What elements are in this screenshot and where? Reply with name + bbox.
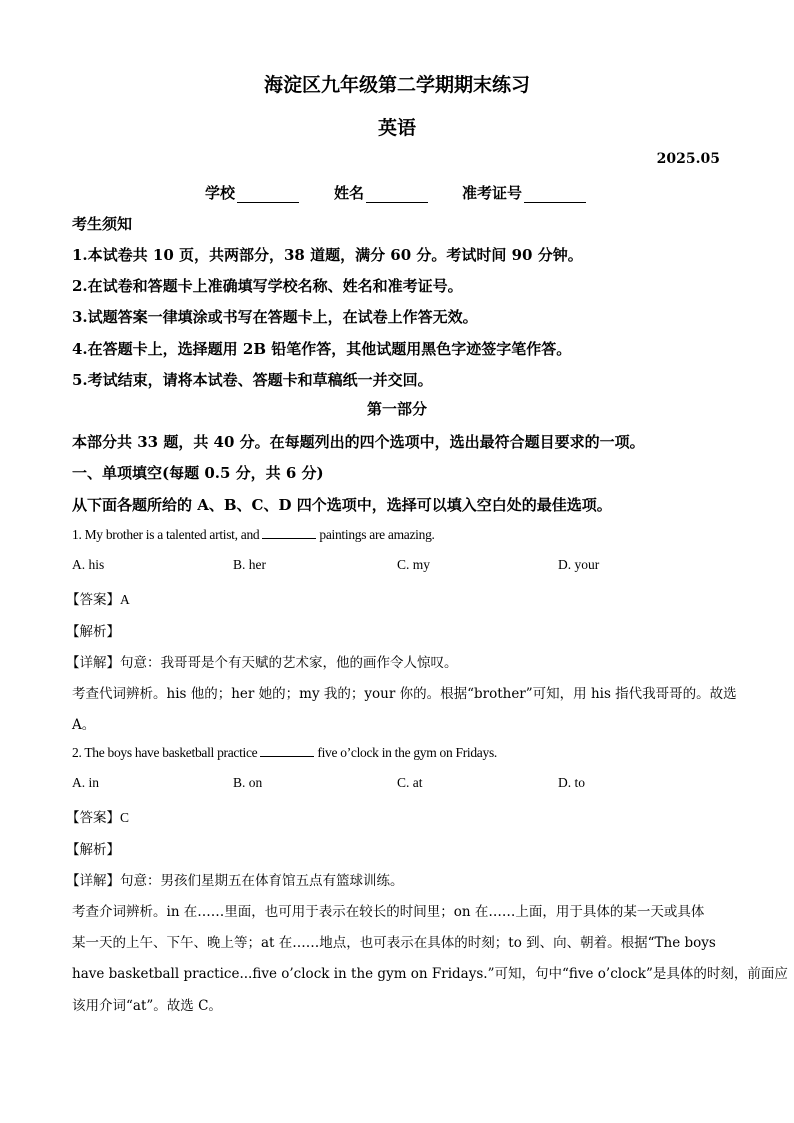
explanation-line: 某一天的上午、下午、晚上等；at 在……地点，也可表示在具体的时刻；to 到、向、朝着。根据“The boys xyxy=(72,935,716,951)
answer-line xyxy=(66,806,129,826)
note-item: 5.考试结束，请将本试卷、答题卡和草稿纸一并交回。 xyxy=(72,371,433,389)
stem-after: five o’clock in the gym on Fridays. xyxy=(317,745,497,760)
answer-value: A xyxy=(120,592,130,607)
exam-subject: 英语 xyxy=(377,117,416,139)
question-stem xyxy=(72,526,435,543)
detail-line xyxy=(66,869,404,889)
option-a: A. in xyxy=(72,775,99,790)
explanation-line: A。 xyxy=(72,717,96,733)
explanation-line: 考查代词辨析。his 他的；her 她的；my 我的；your 你的。根据“brother”可知，用 his 指代我哥哥的。故选 xyxy=(72,686,737,702)
note-item: 2.在试卷和答题卡上准确填写学校名称、姓名和准考证号。 xyxy=(72,277,463,295)
school-label: 学校 xyxy=(205,184,236,202)
part-title: 第一部分 xyxy=(366,400,427,418)
id-blank xyxy=(524,188,586,203)
question-stem xyxy=(72,744,497,761)
option-d: D. your xyxy=(558,557,600,572)
option-b: B. her xyxy=(233,557,266,572)
explanation-line: have basketball practice...five o’clock in the gym on Fridays.”可知，句中“five o’clock”是具体的时刻，前面应 xyxy=(72,966,788,982)
explanation-line: 该用介词“at”。故选 C。 xyxy=(72,998,222,1014)
exam-title: 海淀区九年级第二学期期末练习 xyxy=(263,74,530,96)
answer-line xyxy=(66,588,130,608)
answer-blank xyxy=(262,526,316,539)
note-item: 4.在答题卡上，选择题用 2B 铅笔作答，其他试题用黑色字迹签字笔作答。 xyxy=(72,340,572,358)
answer-blank xyxy=(260,744,314,757)
analysis-tag: 【解析】 xyxy=(66,624,120,640)
exam-date: 2025.05 xyxy=(656,151,720,167)
option-c: C. my xyxy=(397,557,431,572)
answer-tag: 【答案】 xyxy=(66,810,120,826)
section-title: 一、单项填空(每题 0.5 分，共 6 分) xyxy=(72,464,324,482)
stem-before: 1. My brother is a talented artist, and xyxy=(72,527,260,542)
note-item: 3.试题答案一律填涂或书写在答题卡上，在试卷上作答无效。 xyxy=(72,308,478,326)
stem-after: paintings are amazing. xyxy=(319,527,435,542)
note-item: 1.本试卷共 10 页，共两部分，38 道题，满分 60 分。考试时间 90 分钟。 xyxy=(72,246,583,264)
option-b: B. on xyxy=(233,775,263,790)
option-d: D. to xyxy=(558,775,585,790)
notes-heading: 考生须知 xyxy=(72,215,133,233)
part-intro: 本部分共 33 题，共 40 分。在每题列出的四个选项中，选出最符合题目要求的一项。 xyxy=(72,433,645,451)
school-blank xyxy=(237,188,299,203)
name-label: 姓名 xyxy=(334,184,365,202)
school-field xyxy=(205,182,299,203)
detail-line xyxy=(66,651,458,671)
option-c: C. at xyxy=(397,775,423,790)
name-blank xyxy=(366,188,428,203)
name-field xyxy=(334,182,428,203)
detail-text: 句意：男孩们星期五在体育馆五点有篮球训练。 xyxy=(120,873,404,889)
id-field xyxy=(462,182,586,203)
stem-before: 2. The boys have basketball practice xyxy=(72,745,258,760)
detail-text: 句意：我哥哥是个有天赋的艺术家，他的画作令人惊叹。 xyxy=(120,655,458,671)
section-instruction: 从下面各题所给的 A、B、C、D 四个选项中，选择可以填入空白处的最佳选项。 xyxy=(72,496,612,514)
detail-tag: 【详解】 xyxy=(66,655,120,671)
analysis-tag: 【解析】 xyxy=(66,842,120,858)
explanation-line: 考查介词辨析。in 在……里面，也可用于表示在较长的时间里；on 在……上面，用于具体的某一天或具体 xyxy=(72,904,705,920)
id-label: 准考证号 xyxy=(462,184,523,202)
answer-tag: 【答案】 xyxy=(66,592,120,608)
answer-value: C xyxy=(120,810,130,825)
option-a: A. his xyxy=(72,557,105,572)
detail-tag: 【详解】 xyxy=(66,873,120,889)
